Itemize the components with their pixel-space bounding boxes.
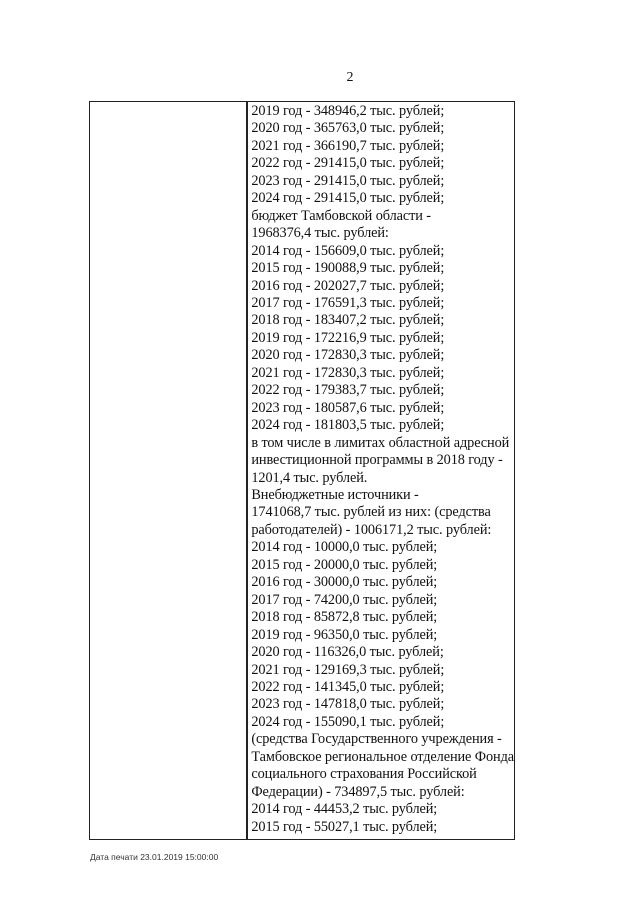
text-line: 2017 год - 176591,3 тыс. рублей; xyxy=(251,294,445,311)
text-line: 1968376,4 тыс. рублей: xyxy=(251,225,389,242)
text-line: 2015 год - 190088,9 тыс. рублей; xyxy=(251,260,445,277)
text-line: 2023 год - 180587,6 тыс. рублей; xyxy=(251,399,445,416)
text-line: 2022 год - 141345,0 тыс. рублей; xyxy=(251,678,445,695)
text-line: 2021 год - 172830,3 тыс. рублей; xyxy=(251,364,445,381)
table-left-cell xyxy=(90,102,248,839)
text-line: 2019 год - 348946,2 тыс. рублей; xyxy=(251,103,445,119)
text-line: (средства Государственного учреждения - xyxy=(251,731,502,748)
text-line: 2024 год - 181803,5 тыс. рублей; xyxy=(251,417,445,434)
print-date-footer: Дата печати 23.01.2019 15:00:00 xyxy=(90,852,219,862)
text-line: 2020 год - 172830,3 тыс. рублей; xyxy=(251,347,445,364)
text-line: 2024 год - 291415,0 тыс. рублей; xyxy=(251,190,445,207)
text-line: инвестиционной программы в 2018 году - xyxy=(251,452,503,469)
text-line: бюджет Тамбовской области - xyxy=(251,207,431,224)
text-line: в том числе в лимитах областной адресной xyxy=(251,434,510,451)
text-line: 2016 год - 202027,7 тыс. рублей; xyxy=(251,277,445,294)
page-number: 2 xyxy=(346,70,354,85)
text-line: 2020 год - 365763,0 тыс. рублей; xyxy=(251,120,445,137)
table-right-cell xyxy=(248,102,514,839)
text-line: Федерации) - 734897,5 тыс. рублей: xyxy=(251,783,465,800)
text-line: 2023 год - 147818,0 тыс. рублей; xyxy=(251,696,445,713)
text-line: 2015 год - 20000,0 тыс. рублей; xyxy=(251,556,438,573)
text-line: 2015 год - 55027,1 тыс. рублей; xyxy=(251,818,438,835)
text-line: Внебюджетные источники - xyxy=(251,486,419,503)
text-line: 2024 год - 155090,1 тыс. рублей; xyxy=(251,713,445,730)
text-line: 2017 год - 74200,0 тыс. рублей; xyxy=(251,591,438,608)
text-line: 2022 год - 291415,0 тыс. рублей; xyxy=(251,155,445,172)
text-line: 2019 год - 96350,0 тыс. рублей; xyxy=(251,626,438,643)
text-line: 1741068,7 тыс. рублей из них: (средства xyxy=(251,504,491,521)
text-line: социального страхования Российской xyxy=(251,766,477,783)
text-line: 2016 год - 30000,0 тыс. рублей; xyxy=(251,574,438,591)
text-line: 2019 год - 172216,9 тыс. рублей; xyxy=(251,329,445,346)
text-line: 2020 год - 116326,0 тыс. рублей; xyxy=(251,644,444,661)
text-line: 2014 год - 44453,2 тыс. рублей; xyxy=(251,801,438,818)
text-line: 1201,4 тыс. рублей. xyxy=(251,469,368,486)
text-line: 2023 год - 291415,0 тыс. рублей; xyxy=(251,172,445,189)
text-line: работодателей) - 1006171,2 тыс. рублей: xyxy=(251,521,492,538)
text-line: 2022 год - 179383,7 тыс. рублей; xyxy=(251,382,445,399)
text-line: 2021 год - 366190,7 тыс. рублей; xyxy=(251,137,445,154)
text-line: 2021 год - 129169,3 тыс. рублей; xyxy=(251,661,445,678)
text-line: 2014 год - 10000,0 тыс. рублей; xyxy=(251,539,438,556)
text-line: 2018 год - 183407,2 тыс. рублей; xyxy=(251,312,445,329)
text-line: 2018 год - 85872,8 тыс. рублей; xyxy=(251,609,438,626)
text-line: 2014 год - 156609,0 тыс. рублей; xyxy=(251,242,445,259)
document-table xyxy=(89,101,515,840)
text-line: Тамбовское региональное отделение Фонда xyxy=(251,748,514,765)
